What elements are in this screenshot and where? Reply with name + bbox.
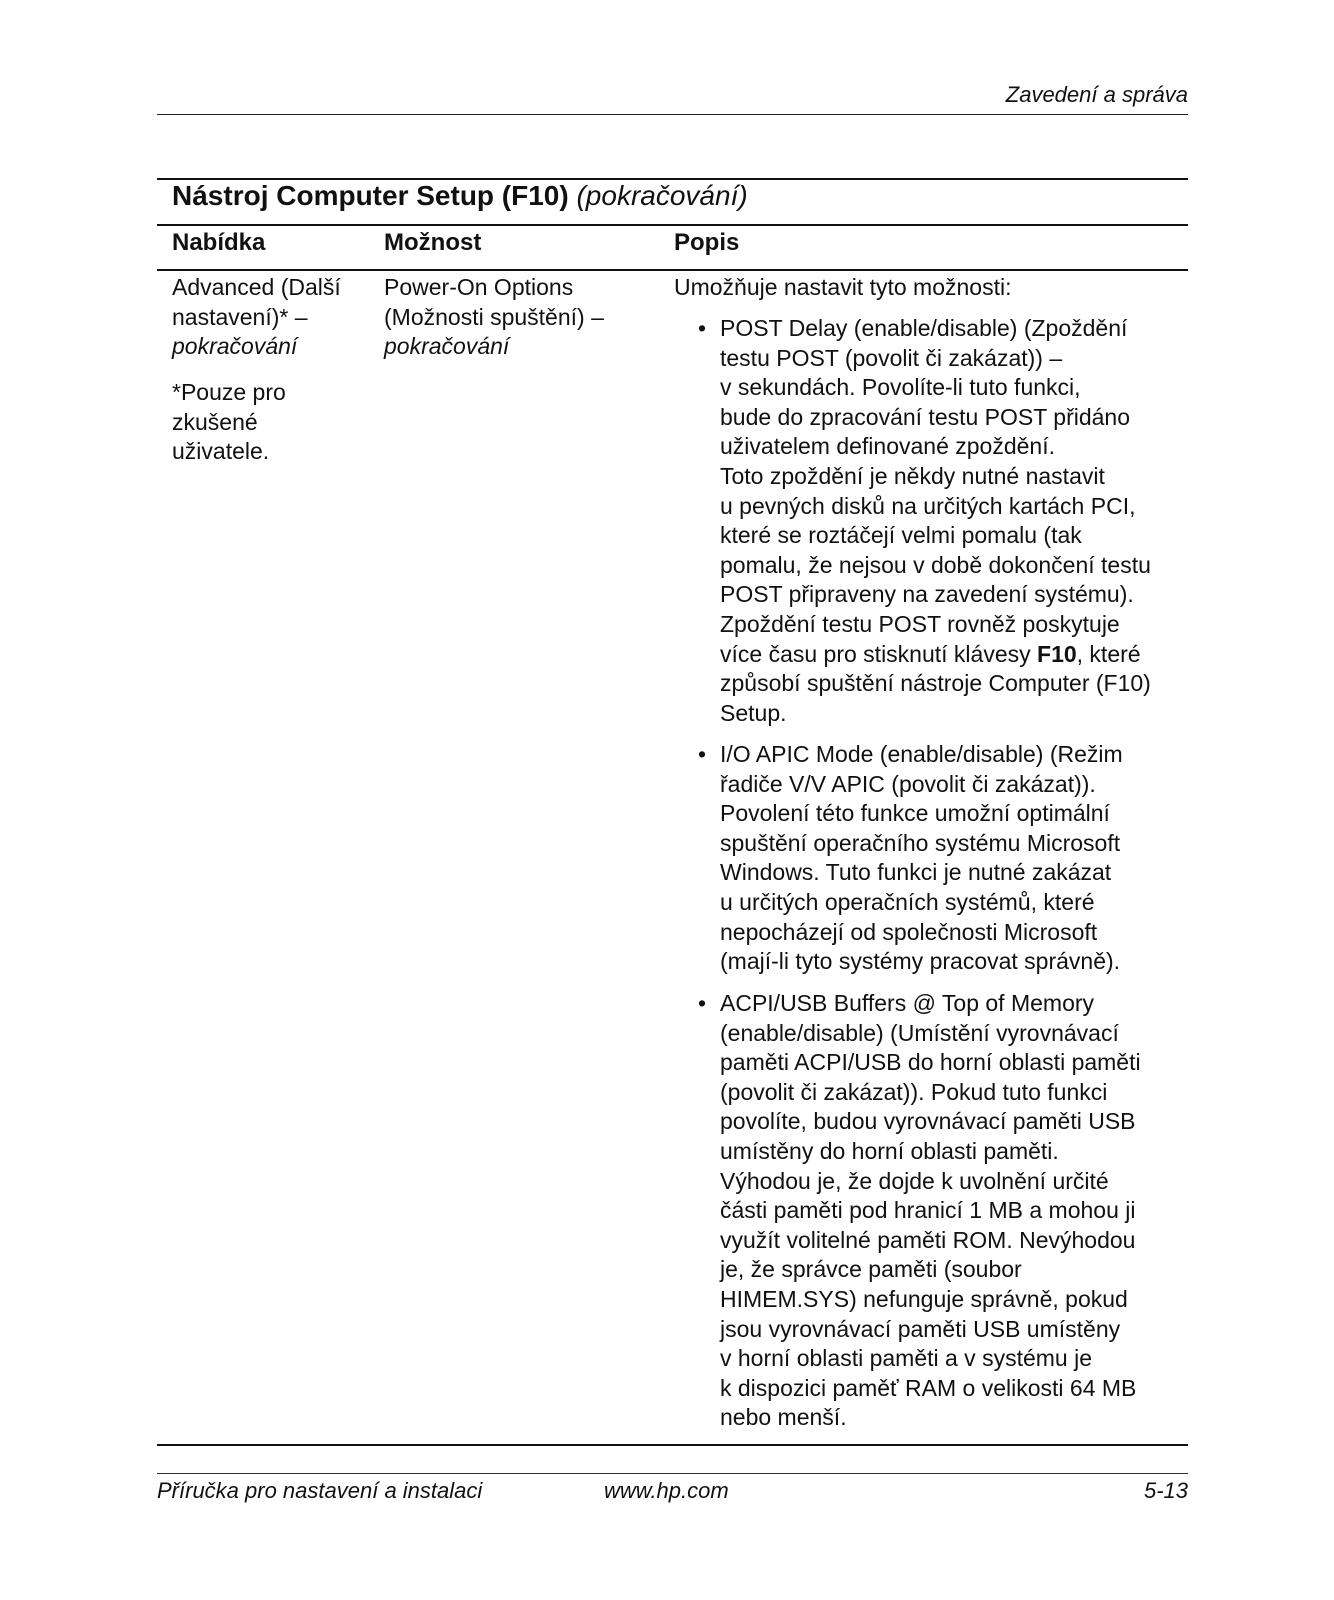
column-header-menu: Nabídka xyxy=(172,229,266,256)
column-header-rule xyxy=(157,269,1188,271)
table-title xyxy=(172,180,748,212)
bullet-icon: • xyxy=(698,990,707,1016)
table-bottom-rule xyxy=(157,1444,1188,1446)
bullet-io-apic xyxy=(698,740,1178,977)
column-header-description: Popis xyxy=(674,229,740,256)
table-title-continued: (pokračování) xyxy=(576,180,748,211)
footer-url: www.hp.com xyxy=(604,1478,729,1503)
bullet-icon: • xyxy=(698,741,707,767)
table-title-main: Nástroj Computer Setup (F10) xyxy=(172,180,569,211)
bullet-text-part: , které způsobí spuštění nástroje Computer (F10) Setup. xyxy=(720,640,1151,726)
bullet-icon: • xyxy=(698,315,707,341)
menu-note-line: *Pouze pro xyxy=(172,379,286,405)
option-line: Power-On Options xyxy=(384,274,574,300)
menu-line: nastavení)* – xyxy=(172,303,308,330)
bullet-post-delay xyxy=(698,314,1178,728)
running-head: Zavedení a správa xyxy=(1005,82,1188,107)
header-rule xyxy=(157,114,1188,115)
menu-note-line: zkušené xyxy=(172,408,258,435)
bullet-text xyxy=(720,314,1178,728)
footer-manual-title: Příručka pro nastavení a instalaci xyxy=(157,1478,483,1503)
bullet-text: ACPI/USB Buffers @ Top of Memory (enable/disable) (Umístění vyrovnávací paměti ACPI/USB do horní oblasti paměti (povolit či zakázat)). Pokud tuto funkci povolíte, budou vyrovnávací paměti USB umístěny do horní oblasti paměti. Výhodou je, že dojde k uvolnění určité části paměti pod hranicí 1 MB a mohou ji využít volitelné paměti ROM. Nevýhodou je, že správce paměti (soubor HIMEM.SYS) nefunguje správně, pokud jsou vyrovnávací paměti USB umístěny v horní oblasti paměti a v systému je k dispozici paměť RAM o velikosti 64 MB nebo menší. xyxy=(720,990,1141,1431)
menu-continued: pokračování xyxy=(172,333,298,360)
bullet-acpi-usb xyxy=(698,989,1178,1433)
menu-note-line: uživatele. xyxy=(172,438,270,465)
menu-note xyxy=(172,378,372,467)
footer-rule xyxy=(157,1473,1188,1474)
bullet-text-part: POST Delay (enable/disable) (Zpoždění testu POST (povolit či zakázat)) – v sekundách. Povolíte-li tuto funkci, bude do zpracování testu POST přidáno uživatelem definované zpoždění. Toto zpoždění je někdy nutné nastavit u pevných disků na určitých kartách PCI, které se roztáčejí velmi pomalu (tak pomalu, že nejsou v době dokončení testu POST připraveny na zavedení systému). Zpoždění testu POST rovněž poskytuje více času pro stisknutí klávesy xyxy=(720,315,1151,667)
option-continued: pokračování xyxy=(384,333,510,360)
option-cell xyxy=(384,273,664,362)
title-rule xyxy=(157,224,1188,226)
menu-line: Advanced (Další xyxy=(172,274,341,300)
bullet-text: I/O APIC Mode (enable/disable) (Režim řadiče V/V APIC (povolit či zakázat)). Povolení této funkce umožní optimální spuštění operačního systému Microsoft Windows. Tuto funkci je nutné zakázat u určitých operačních systémů, které nepocházejí od společnosti Microsoft (mají-li tyto systémy pracovat správně). xyxy=(720,741,1123,975)
menu-cell xyxy=(172,273,372,362)
column-header-option: Možnost xyxy=(384,229,482,256)
option-line: (Možnosti spuštění) – xyxy=(384,303,604,330)
footer-page-number: 5-13 xyxy=(1143,1478,1188,1503)
description-intro: Umožňuje nastavit tyto možnosti: xyxy=(674,274,1012,300)
key-label: F10 xyxy=(1037,640,1077,667)
